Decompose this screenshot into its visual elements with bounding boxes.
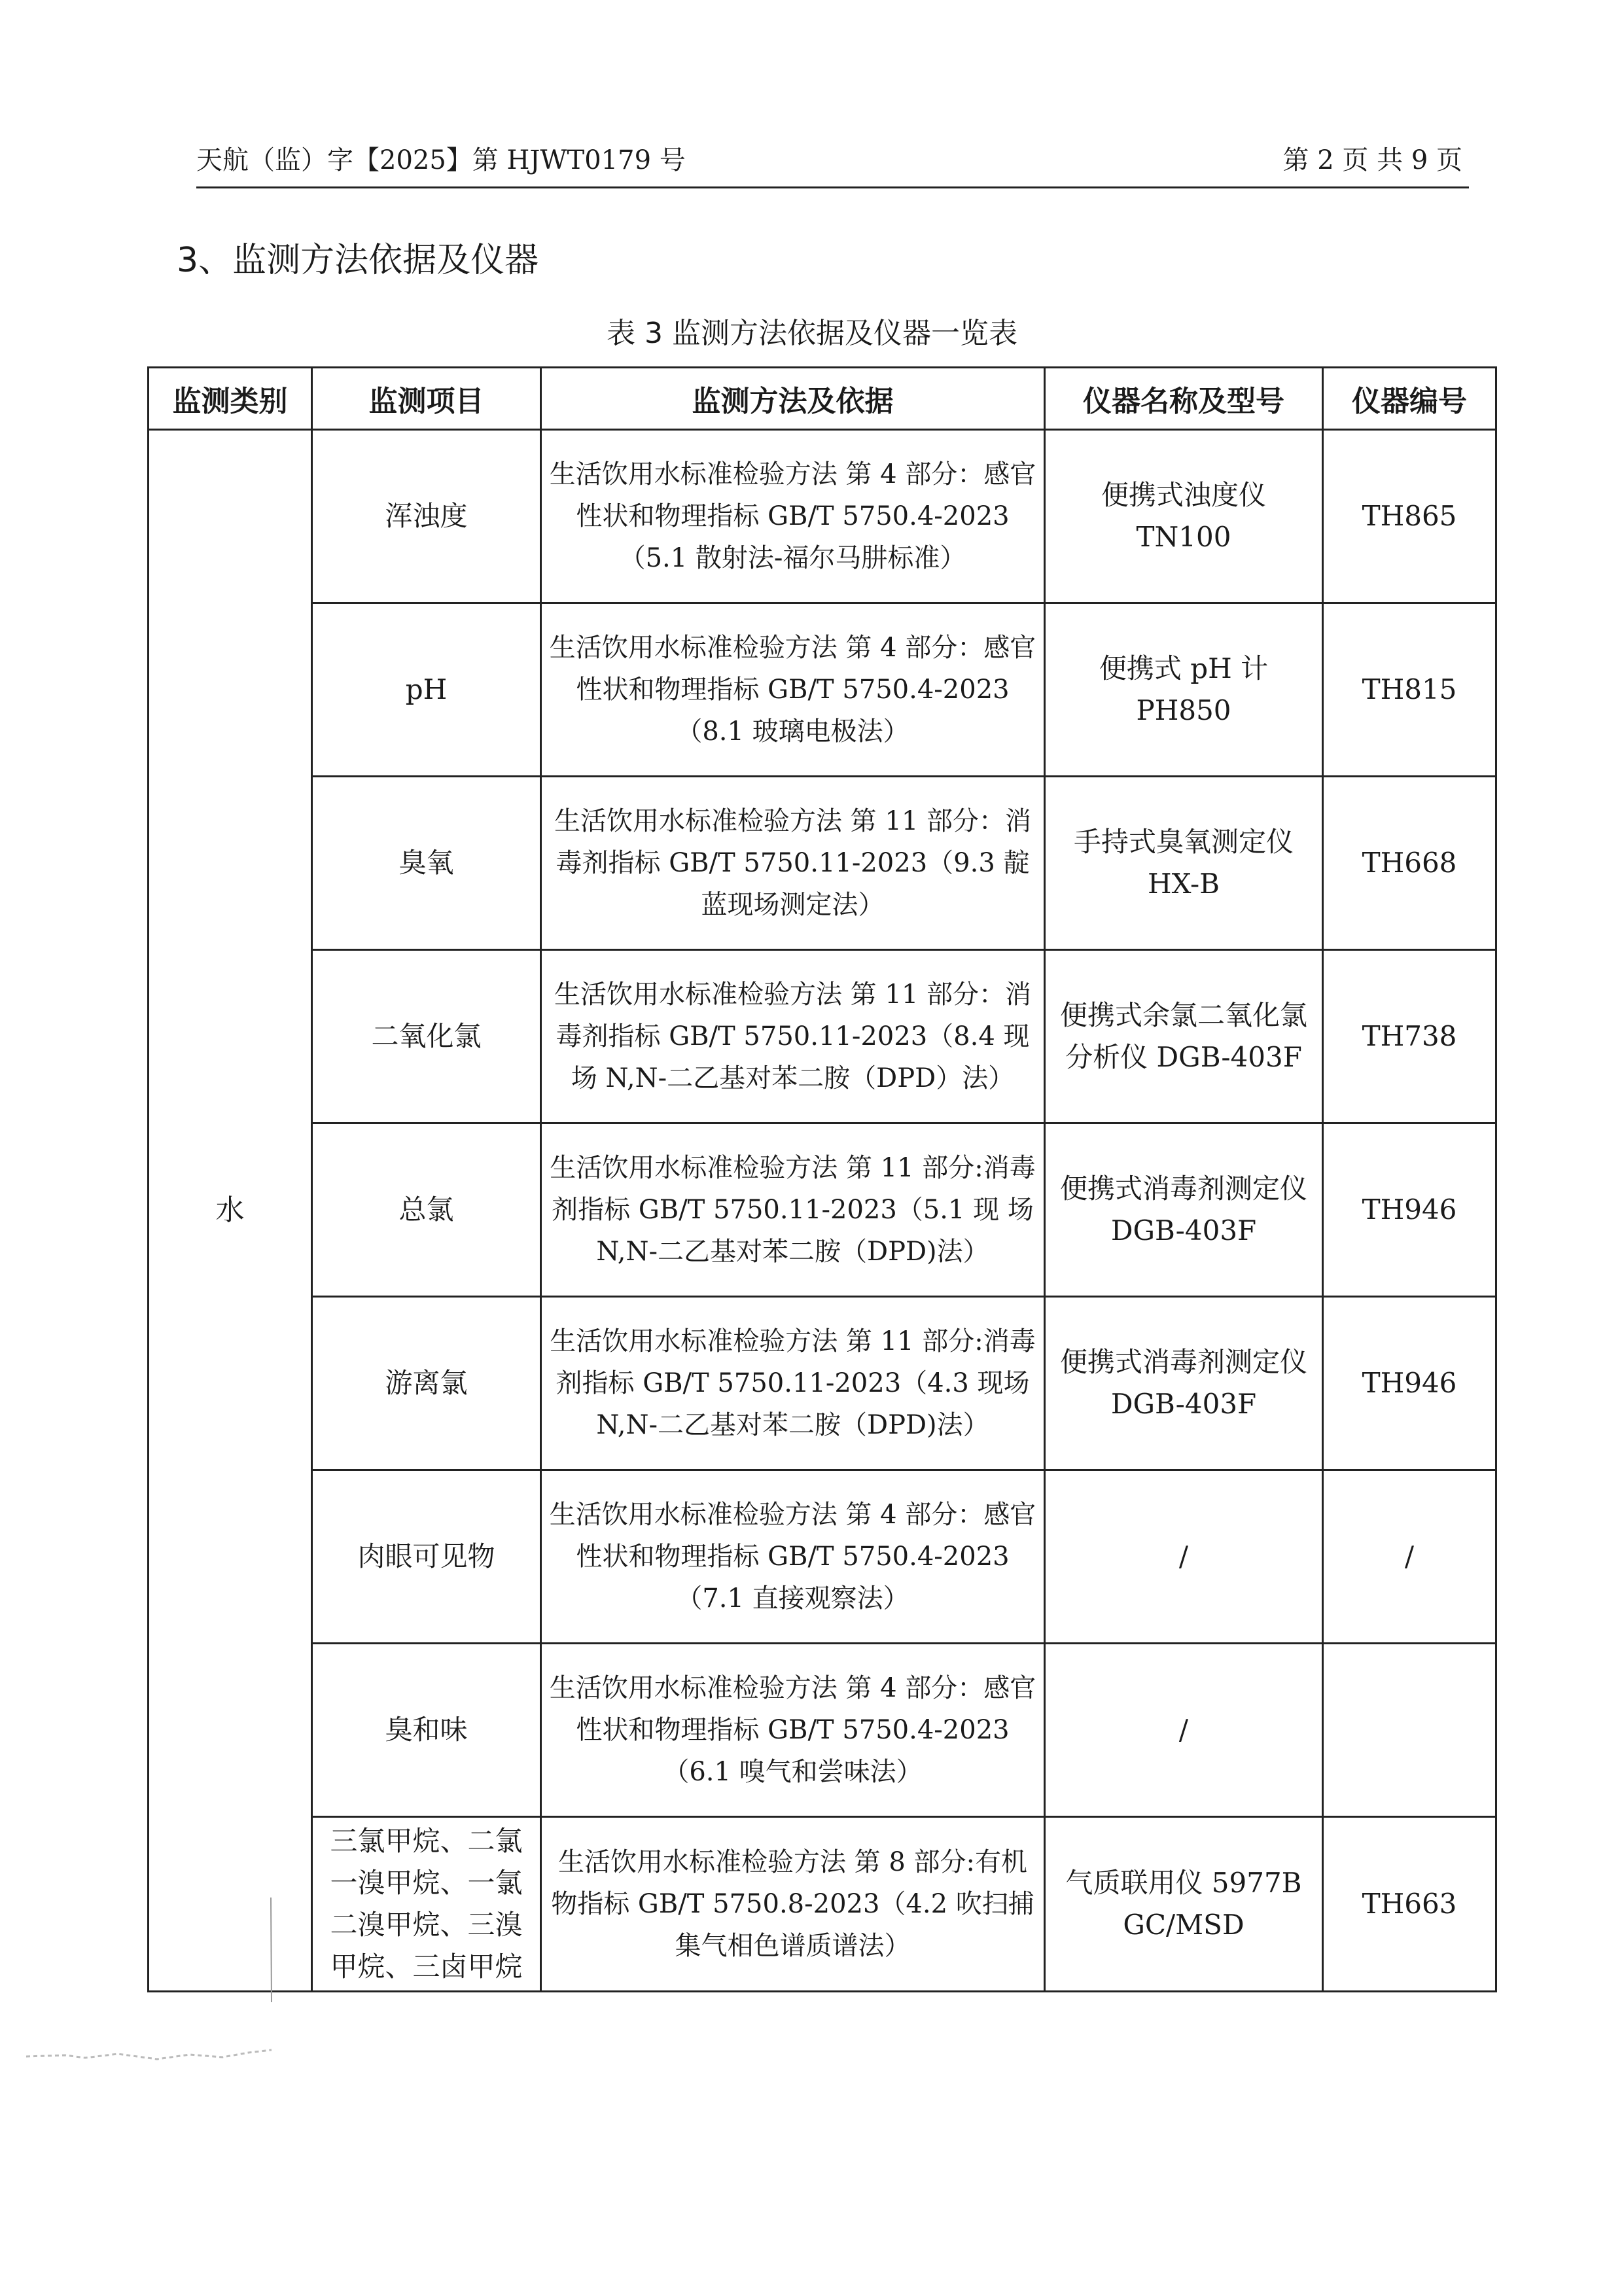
table-header-row [149,368,1496,430]
item-cell: 游离氯 [312,1297,541,1470]
table-row [149,1123,1496,1297]
instrument-code-cell: TH663 [1323,1817,1496,1992]
instrument-code-cell: TH946 [1323,1123,1496,1297]
table-row [149,950,1496,1123]
table-row [149,1470,1496,1644]
report-number: 天航（监）字【2025】第 HJWT0179 号 [196,145,686,175]
header-instrument-code: 仪器编号 [1323,368,1496,430]
instrument-cell: 气质联用仪 5977B GC/MSD [1045,1817,1323,1992]
instrument-cell: / [1045,1470,1323,1644]
method-cell: 生活饮用水标准检验方法 第 11 部分:消毒剂指标 GB/T 5750.11-2023（5.1 现 场 N,N-二乙基对苯二胺（DPD)法） [541,1123,1045,1297]
section-title: 3、监测方法依据及仪器 [177,241,539,280]
table-caption: 表 3 监测方法依据及仪器一览表 [607,317,1017,350]
header-method: 监测方法及依据 [541,368,1045,430]
instrument-cell: 便携式余氯二氧化氯分析仪 DGB-403F [1045,950,1323,1123]
item-cell: 臭氧 [312,777,541,950]
item-cell: 二氧化氯 [312,950,541,1123]
method-cell: 生活饮用水标准检验方法 第 8 部分:有机物指标 GB/T 5750.8-2023（4.2 吹扫捕集气相色谱质谱法） [541,1817,1045,1992]
instrument-code-cell: / [1323,1470,1496,1644]
instrument-cell: / [1045,1644,1323,1817]
page-header [196,141,1469,188]
instrument-cell: 便携式消毒剂测定仪 DGB-403F [1045,1123,1323,1297]
instrument-cell: 便携式浊度仪 TN100 [1045,430,1323,603]
instrument-cell: 手持式臭氧测定仪 HX-B [1045,777,1323,950]
table-row [149,1817,1496,1992]
item-cell: 总氯 [312,1123,541,1297]
page-number: 第 2 页 共 9 页 [1282,145,1462,175]
item-cell: 肉眼可见物 [312,1470,541,1644]
header-category: 监测类别 [149,368,312,430]
instrument-cell: 便携式 pH 计 PH850 [1045,603,1323,777]
method-cell: 生活饮用水标准检验方法 第 4 部分：感官性状和物理指标 GB/T 5750.4-2023（8.1 玻璃电极法） [541,603,1045,777]
instrument-code-cell: TH668 [1323,777,1496,950]
instrument-cell: 便携式消毒剂测定仪 DGB-403F [1045,1297,1323,1470]
method-cell: 生活饮用水标准检验方法 第 4 部分：感官性状和物理指标 GB/T 5750.4-2023（7.1 直接观察法） [541,1470,1045,1644]
table-row [149,430,1496,603]
item-cell: 臭和味 [312,1644,541,1817]
scan-smudge [26,2045,275,2064]
table-row [149,1297,1496,1470]
scan-edge-mark [268,1898,275,2002]
item-cell: 三氯甲烷、二氯一溴甲烷、一氯二溴甲烷、三溴甲烷、三卤甲烷 [312,1817,541,1992]
method-cell: 生活饮用水标准检验方法 第 11 部分:消毒剂指标 GB/T 5750.11-2023（4.3 现场 N,N-二乙基对苯二胺（DPD)法） [541,1297,1045,1470]
header-item: 监测项目 [312,368,541,430]
table-row [149,777,1496,950]
instrument-code-cell [1323,1644,1496,1817]
item-cell: pH [312,603,541,777]
instrument-code-cell: TH946 [1323,1297,1496,1470]
method-cell: 生活饮用水标准检验方法 第 11 部分：消毒剂指标 GB/T 5750.11-2023（9.3 靛蓝现场测定法） [541,777,1045,950]
table-row [149,1644,1496,1817]
instrument-code-cell: TH865 [1323,430,1496,603]
item-cell: 浑浊度 [312,430,541,603]
method-cell: 生活饮用水标准检验方法 第 11 部分：消毒剂指标 GB/T 5750.11-2023（8.4 现场 N,N-二乙基对苯二胺（DPD）法） [541,950,1045,1123]
method-cell: 生活饮用水标准检验方法 第 4 部分：感官性状和物理指标 GB/T 5750.4-2023（5.1 散射法-福尔马肼标准） [541,430,1045,603]
instrument-code-cell: TH815 [1323,603,1496,777]
header-instrument: 仪器名称及型号 [1045,368,1323,430]
monitoring-methods-table [147,366,1497,1992]
method-cell: 生活饮用水标准检验方法 第 4 部分：感官性状和物理指标 GB/T 5750.4-2023（6.1 嗅气和尝味法） [541,1644,1045,1817]
category-cell: 水 [149,430,312,1992]
instrument-code-cell: TH738 [1323,950,1496,1123]
table-row [149,603,1496,777]
